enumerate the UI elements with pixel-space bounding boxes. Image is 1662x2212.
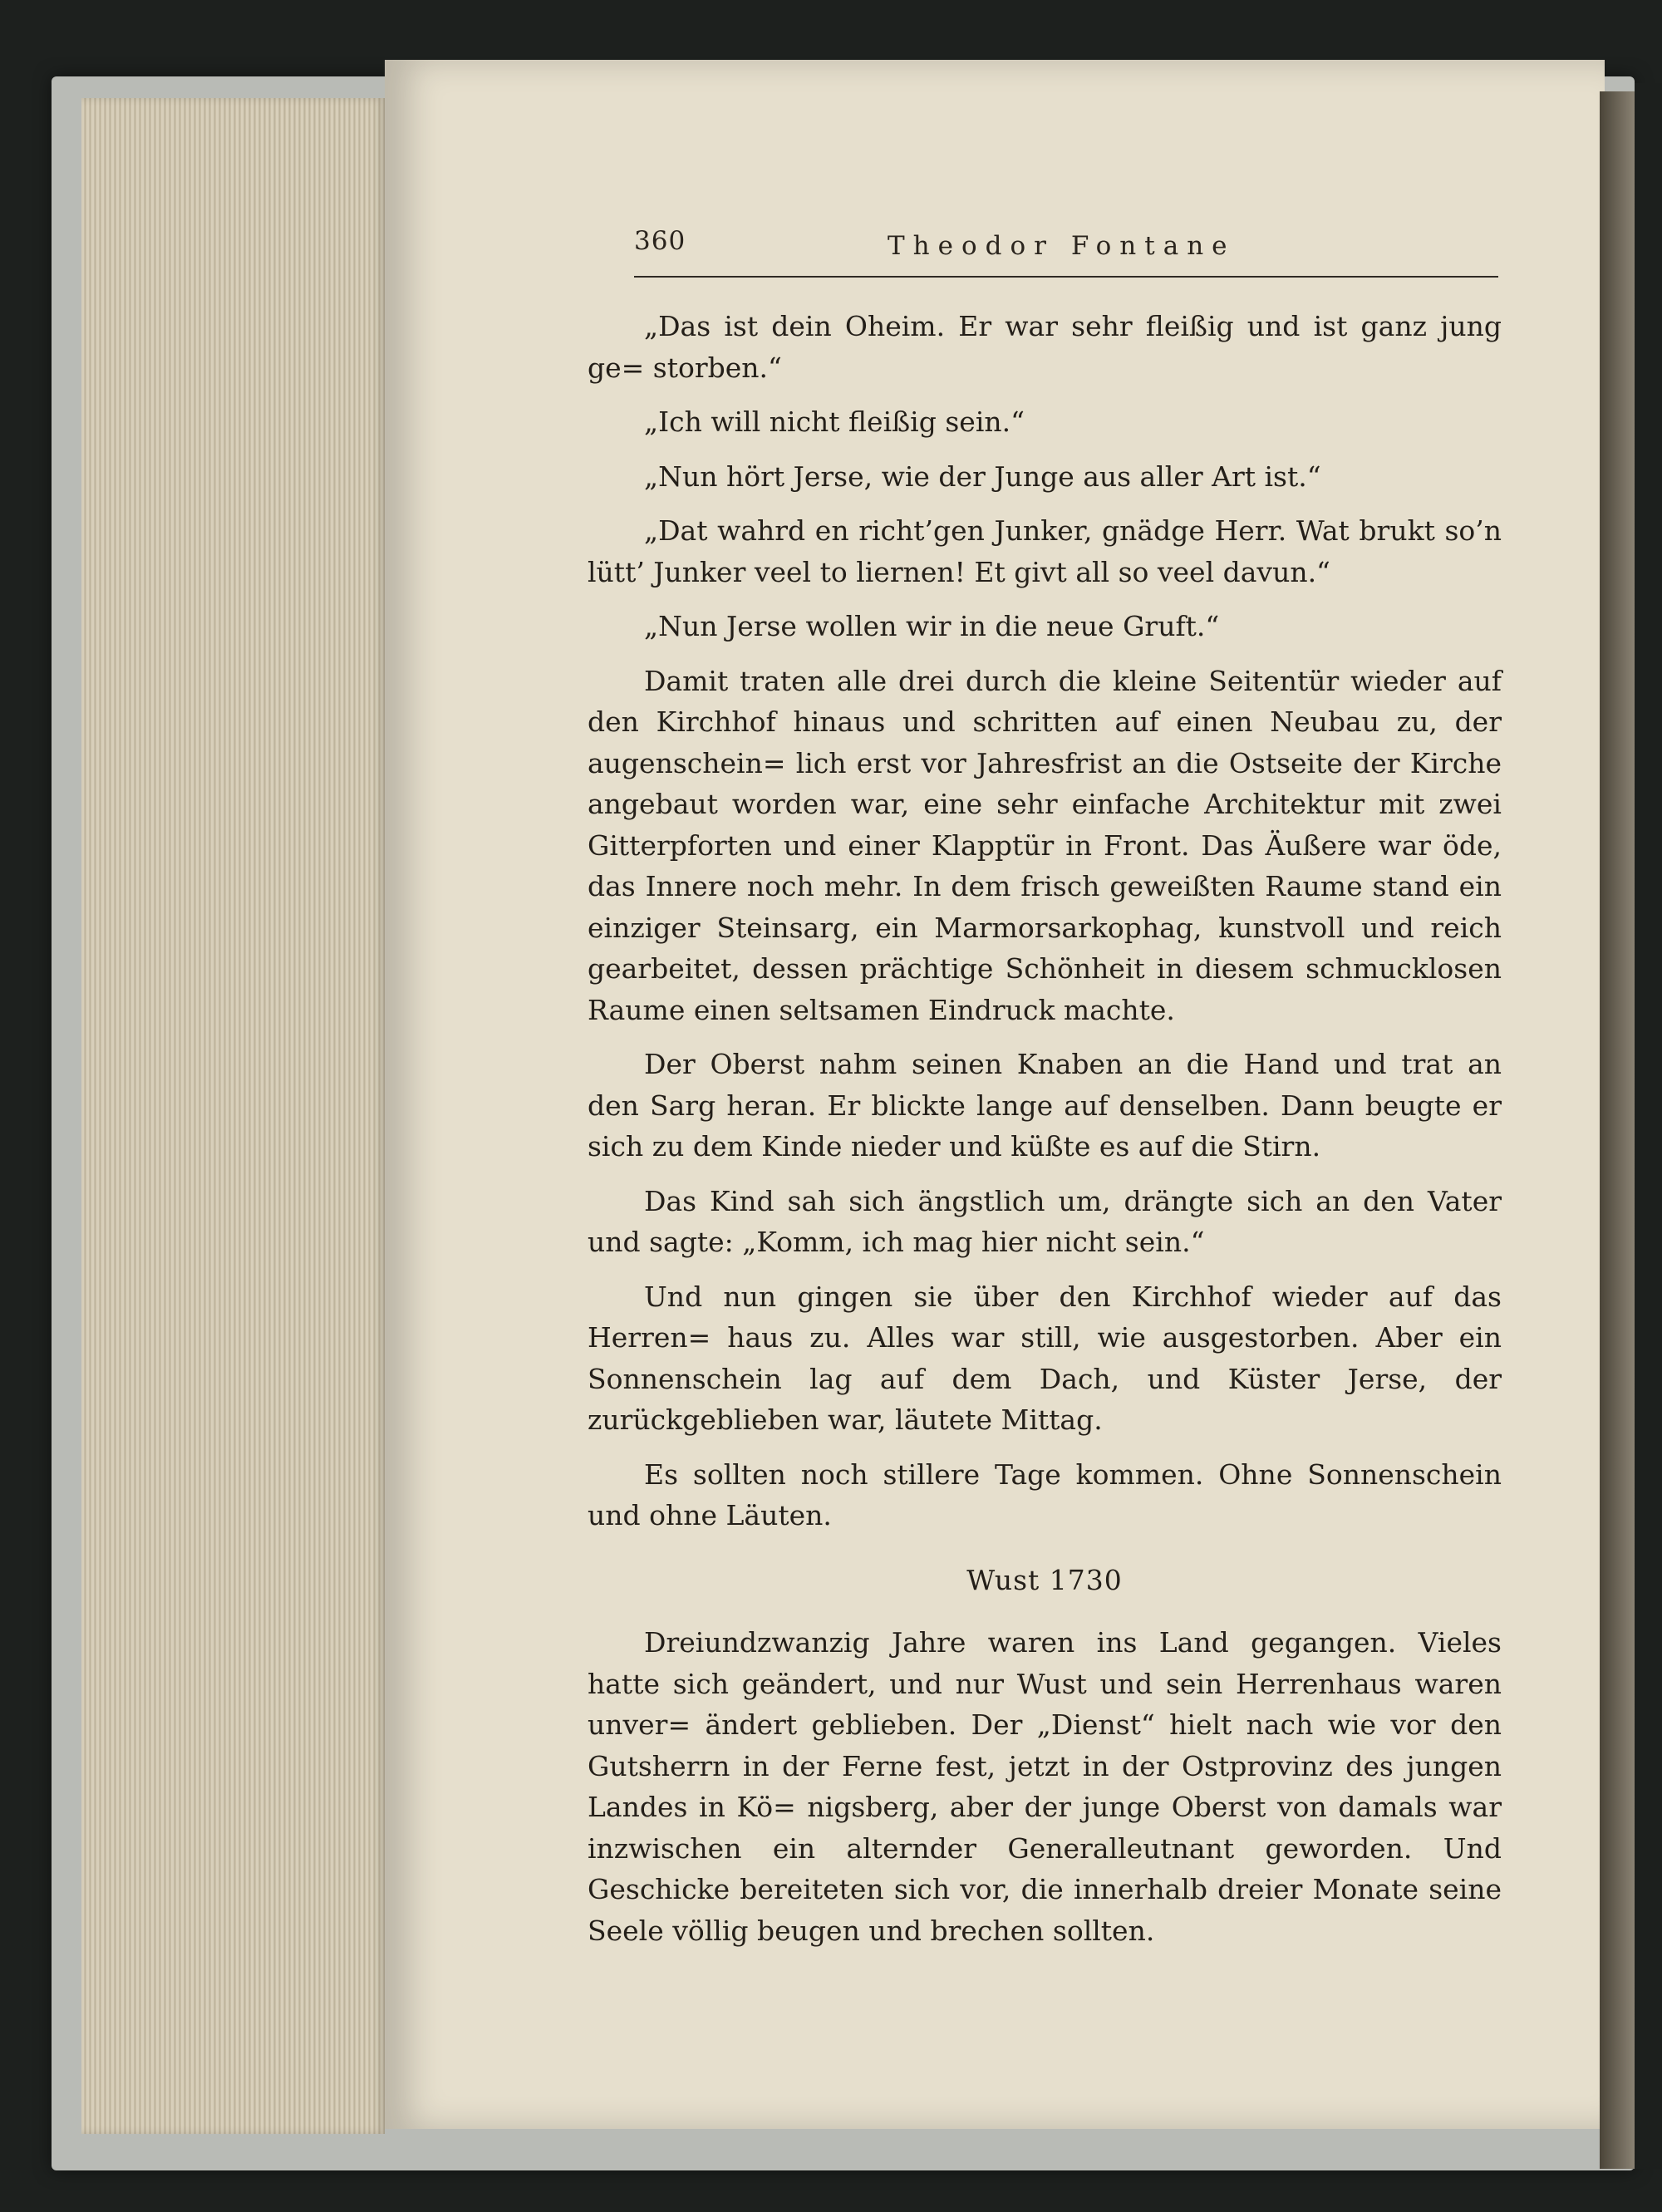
- paragraph: „Dat wahrd en richt’gen Junker, gnädge Herr. Wat brukt so’n lütt’ Junker veel to liernen! Et givt all so veel davun.“: [588, 514, 1502, 588]
- dark-border: [1635, 83, 1662, 2169]
- paragraph: Damit traten alle drei durch die kleine Seitentür wieder auf den Kirchhof hinaus und schritten auf einen Neubau zu, der augenschein= lich erst vor Jahresfrist an die Ostseite der Kirche angebaut worden war, eine sehr einfache Architektur mit zwei Gitterpforten und einer Klapptür in Front. Das Äußere war öde, das Innere noch mehr. In dem frisch geweißten Raume stand ein einziger Steinsarg, ein Marmorsarkophag, kunstvoll und reich gearbeitet, dessen prächtige Schönheit in diesem schmucklosen Raume einen seltsamen Eindruck machte.: [588, 664, 1502, 1026]
- paragraph: Das Kind sah sich ängstlich um, drängte sich an den Vater und sagte: „Komm, ich mag hier nicht sein.“: [588, 1184, 1502, 1258]
- paragraph: „Ich will nicht fleißig sein.“: [644, 406, 1025, 438]
- page-body: [588, 306, 1502, 1964]
- paragraph: „Nun Jerse wollen wir in die neue Gruft.“: [644, 610, 1220, 642]
- page-number: 360: [634, 226, 686, 256]
- paragraph: Und nun gingen sie über den Kirchhof wieder auf das Herren= haus zu. Alles war still, wie ausgestorben. Aber ein Sonnenschein lag auf dem Dach, und Küster Jerse, der zurückgeblieben war, läutete Mittag.: [588, 1280, 1502, 1436]
- paragraph: Der Oberst nahm seinen Knaben an die Hand und trat an den Sarg heran. Er blickte lange auf denselben. Dann beugte er sich zu dem Kinde nieder und küßte es auf die Stirn.: [588, 1048, 1502, 1163]
- page-header: [634, 223, 1498, 278]
- section-title: Wust 1730: [966, 1563, 1123, 1596]
- paragraph: „Nun hört Jerse, wie der Junge aus aller Art ist.“: [644, 460, 1321, 493]
- paragraph: Dreiundzwanzig Jahre waren ins Land gegangen. Vieles hatte sich geändert, und nur Wust und sein Herrenhaus waren unver= ändert geblieben. Der „Dienst“ hielt nach wie vor den Gutsherrn in der Ferne fest, jetzt in der Ostprovinz des jungen Landes in Kö= nigsberg, aber der junge Oberst von damals war inzwischen ein alternder Generalleutnant geworden. Und Geschicke bereiteten sich vor, die innerhalb dreier Monate seine Seele völlig beugen und brechen sollten.: [588, 1626, 1502, 1947]
- page-edges: [81, 98, 385, 2134]
- running-head: Theodor Fontane: [888, 231, 1236, 261]
- paragraph: Es sollten noch stillere Tage kommen. Ohne Sonnenschein und ohne Läuten.: [588, 1457, 1502, 1531]
- paragraph: „Das ist dein Oheim. Er war sehr fleißig und ist ganz jung ge= storben.“: [588, 310, 1502, 384]
- facing-page-edge: [1600, 91, 1635, 2169]
